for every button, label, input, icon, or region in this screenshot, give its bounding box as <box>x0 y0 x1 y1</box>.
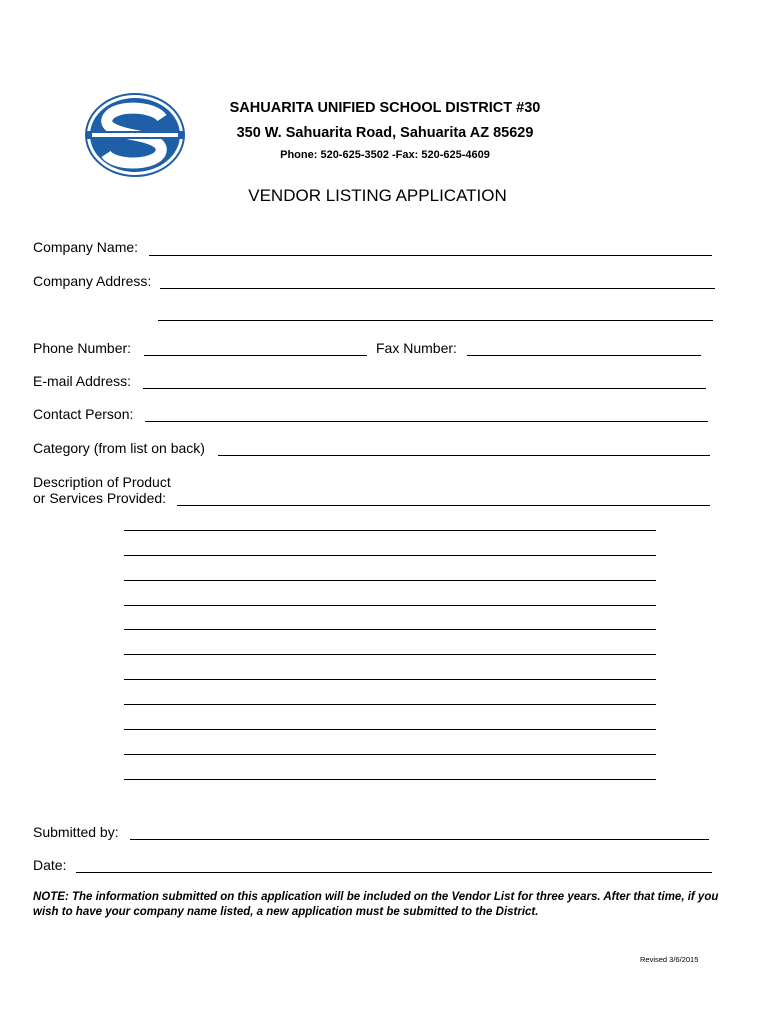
phone-number-field[interactable] <box>144 355 367 356</box>
description-line[interactable] <box>124 754 656 755</box>
district-phone-fax: Phone: 520-625-3502 -Fax: 520-625-4609 <box>280 149 490 161</box>
category-field[interactable] <box>218 455 710 456</box>
fax-number-label: Fax Number: <box>376 340 457 356</box>
description-line[interactable] <box>124 779 656 780</box>
description-line[interactable] <box>124 679 656 680</box>
submitted-by-label: Submitted by: <box>33 824 119 840</box>
description-line[interactable] <box>124 555 656 556</box>
contact-person-field[interactable] <box>145 421 708 422</box>
description-line[interactable] <box>124 629 656 630</box>
note-text: NOTE: The information submitted on this application will be included on the Vendor List for three years. After that time, if you wish to have your company name listed, a new application must be submitted to the District. <box>33 891 719 918</box>
description-line[interactable] <box>124 530 656 531</box>
email-address-field[interactable] <box>143 388 706 389</box>
description-line[interactable] <box>124 605 656 606</box>
contact-person-label: Contact Person: <box>33 406 134 422</box>
description-label-line-2: or Services Provided: <box>33 490 167 506</box>
district-address: 350 W. Sahuarita Road, Sahuarita AZ 85629 <box>236 125 534 141</box>
district-name: SAHUARITA UNIFIED SCHOOL DISTRICT #30 <box>229 100 541 116</box>
company-address-field[interactable] <box>160 288 715 289</box>
date-label: Date: <box>33 857 67 873</box>
date-field[interactable] <box>76 872 712 873</box>
description-field[interactable] <box>177 505 710 506</box>
company-name-label: Company Name: <box>33 239 139 255</box>
description-line[interactable] <box>124 704 656 705</box>
company-address-label: Company Address: <box>33 273 152 289</box>
submitted-by-field[interactable] <box>130 839 709 840</box>
description-line[interactable] <box>124 580 656 581</box>
description-line[interactable] <box>124 654 656 655</box>
revised-date: Revised 3/6/2015 <box>640 955 699 964</box>
district-logo <box>84 92 186 178</box>
company-name-field[interactable] <box>149 255 712 256</box>
description-label-line-1: Description of Product <box>33 474 171 490</box>
email-address-label: E-mail Address: <box>33 373 132 389</box>
category-label: Category (from list on back) <box>33 440 205 456</box>
description-line[interactable] <box>124 729 656 730</box>
company-address-field-line-2[interactable] <box>158 320 713 321</box>
form-title: VENDOR LISTING APPLICATION <box>248 186 507 205</box>
phone-number-label: Phone Number: <box>33 340 132 356</box>
fax-number-field[interactable] <box>467 355 701 356</box>
